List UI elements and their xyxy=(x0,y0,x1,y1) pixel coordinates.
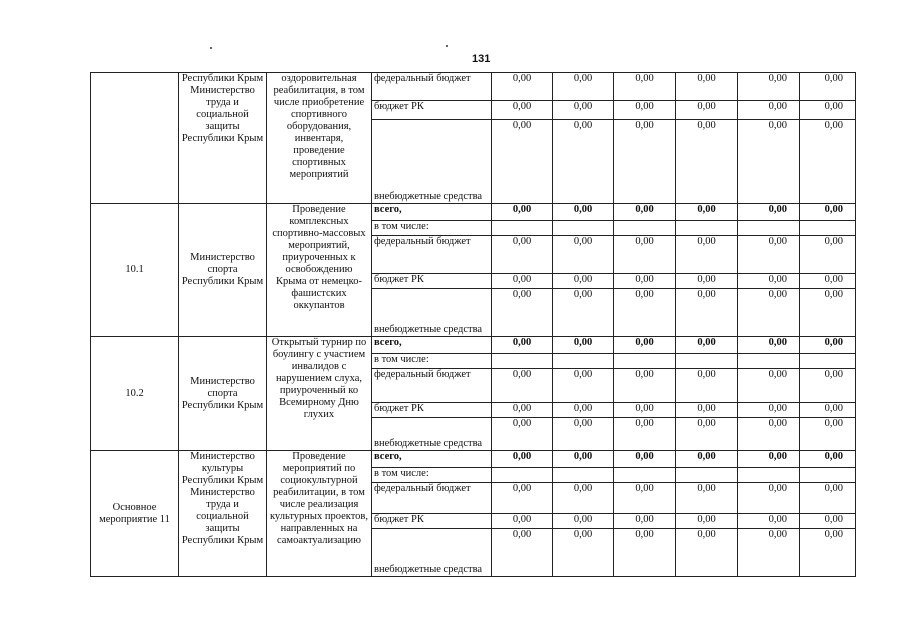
amount-cell: 0,00 xyxy=(800,289,856,337)
amount-cell: 0,00 xyxy=(800,120,856,204)
amount-cell: 0,00 xyxy=(738,73,800,101)
amount-cell xyxy=(614,221,676,236)
amount-cell: 0,00 xyxy=(492,337,553,354)
amount-cell: 0,00 xyxy=(492,289,553,337)
amount-cell: 0,00 xyxy=(676,403,738,418)
measure-number-cell: 10.1 xyxy=(91,204,179,337)
amount-cell: 0,00 xyxy=(553,529,614,577)
amount-cell: 0,00 xyxy=(553,73,614,101)
funding-source-cell: федеральный бюджет xyxy=(372,236,492,274)
amount-cell: 0,00 xyxy=(676,514,738,529)
scan-speck xyxy=(446,45,448,47)
amount-cell xyxy=(492,354,553,369)
amount-cell: 0,00 xyxy=(553,403,614,418)
amount-cell: 0,00 xyxy=(800,337,856,354)
amount-cell: 0,00 xyxy=(492,483,553,514)
amount-cell: 0,00 xyxy=(800,274,856,289)
amount-cell: 0,00 xyxy=(738,514,800,529)
amount-cell: 0,00 xyxy=(553,236,614,274)
table-row xyxy=(91,451,856,468)
amount-cell: 0,00 xyxy=(492,120,553,204)
responsible-cell: Министерство спорта Республики Крым xyxy=(179,204,267,337)
amount-cell: 0,00 xyxy=(614,274,676,289)
amount-cell: 0,00 xyxy=(614,289,676,337)
funding-source-cell: в том числе: xyxy=(372,468,492,483)
funding-source-cell: внебюджетные средства xyxy=(372,529,492,577)
page-number: 131 xyxy=(472,53,491,65)
amount-cell xyxy=(800,354,856,369)
table-row xyxy=(91,337,856,354)
amount-cell xyxy=(676,354,738,369)
amount-cell: 0,00 xyxy=(614,369,676,403)
amount-cell: 0,00 xyxy=(492,274,553,289)
amount-cell: 0,00 xyxy=(492,418,553,451)
table-row xyxy=(91,204,856,221)
amount-cell: 0,00 xyxy=(738,236,800,274)
funding-source-cell: в том числе: xyxy=(372,354,492,369)
amount-cell: 0,00 xyxy=(676,369,738,403)
amount-cell: 0,00 xyxy=(738,337,800,354)
scan-speck xyxy=(210,47,212,49)
amount-cell: 0,00 xyxy=(738,101,800,120)
amount-cell xyxy=(553,221,614,236)
amount-cell: 0,00 xyxy=(676,337,738,354)
amount-cell: 0,00 xyxy=(614,337,676,354)
amount-cell: 0,00 xyxy=(800,236,856,274)
amount-cell: 0,00 xyxy=(738,289,800,337)
amount-cell xyxy=(614,354,676,369)
amount-cell: 0,00 xyxy=(800,73,856,101)
amount-cell: 0,00 xyxy=(492,101,553,120)
amount-cell: 0,00 xyxy=(676,236,738,274)
funding-source-cell: бюджет РК xyxy=(372,514,492,529)
funding-source-cell: бюджет РК xyxy=(372,403,492,418)
amount-cell: 0,00 xyxy=(800,369,856,403)
measure-number-cell: 10.2 xyxy=(91,337,179,451)
amount-cell xyxy=(800,468,856,483)
amount-cell: 0,00 xyxy=(492,204,553,221)
amount-cell: 0,00 xyxy=(614,236,676,274)
amount-cell: 0,00 xyxy=(553,101,614,120)
responsible-cell: Министерство культуры Республики Крым Министерство труда и социальной защиты Республики Крым xyxy=(179,451,267,577)
responsible-cell: Министерство спорта Республики Крым xyxy=(179,337,267,451)
amount-cell: 0,00 xyxy=(800,529,856,577)
funding-source-cell: всего, xyxy=(372,204,492,221)
amount-cell: 0,00 xyxy=(738,483,800,514)
amount-cell: 0,00 xyxy=(553,451,614,468)
amount-cell: 0,00 xyxy=(614,101,676,120)
amount-cell: 0,00 xyxy=(800,418,856,451)
amount-cell: 0,00 xyxy=(614,403,676,418)
amount-cell xyxy=(492,221,553,236)
funding-source-cell: бюджет РК xyxy=(372,274,492,289)
amount-cell: 0,00 xyxy=(800,514,856,529)
amount-cell: 0,00 xyxy=(553,289,614,337)
measure-name-cell: Проведение комплексных спортивно-массовых мероприятий, приуроченных к освобождению Крыма от немецко-фашистских оккупантов xyxy=(267,204,372,337)
amount-cell xyxy=(553,354,614,369)
amount-cell: 0,00 xyxy=(492,236,553,274)
amount-cell: 0,00 xyxy=(800,101,856,120)
measure-name-cell: Открытый турнир по боулингу с участием инвалидов с нарушением слуха, приуроченный ко Всемирному Дню глухих xyxy=(267,337,372,451)
funding-source-cell: всего, xyxy=(372,451,492,468)
funding-source-cell: федеральный бюджет xyxy=(372,369,492,403)
amount-cell: 0,00 xyxy=(492,529,553,577)
funding-source-cell: бюджет РК xyxy=(372,101,492,120)
measure-number-cell xyxy=(91,73,179,204)
amount-cell: 0,00 xyxy=(553,204,614,221)
amount-cell: 0,00 xyxy=(738,529,800,577)
amount-cell: 0,00 xyxy=(553,337,614,354)
measure-number-cell: Основное мероприятие 11 xyxy=(91,451,179,577)
funding-source-cell: федеральный бюджет xyxy=(372,483,492,514)
amount-cell: 0,00 xyxy=(492,514,553,529)
amount-cell: 0,00 xyxy=(800,204,856,221)
amount-cell: 0,00 xyxy=(676,529,738,577)
amount-cell: 0,00 xyxy=(800,451,856,468)
amount-cell: 0,00 xyxy=(492,451,553,468)
amount-cell xyxy=(492,468,553,483)
amount-cell: 0,00 xyxy=(614,418,676,451)
amount-cell: 0,00 xyxy=(738,120,800,204)
amount-cell: 0,00 xyxy=(800,403,856,418)
funding-source-cell: внебюджетные средства xyxy=(372,289,492,337)
amount-cell: 0,00 xyxy=(614,204,676,221)
amount-cell: 0,00 xyxy=(614,483,676,514)
amount-cell: 0,00 xyxy=(676,120,738,204)
amount-cell xyxy=(738,221,800,236)
funding-source-cell: всего, xyxy=(372,337,492,354)
amount-cell: 0,00 xyxy=(614,451,676,468)
amount-cell: 0,00 xyxy=(614,514,676,529)
responsible-cell: Республики Крым Министерство труда и социальной защиты Республики Крым xyxy=(179,73,267,204)
amount-cell: 0,00 xyxy=(738,451,800,468)
table-row xyxy=(91,73,856,101)
amount-cell: 0,00 xyxy=(676,274,738,289)
amount-cell xyxy=(676,221,738,236)
funding-source-cell: внебюджетные средства xyxy=(372,418,492,451)
amount-cell: 0,00 xyxy=(676,451,738,468)
amount-cell: 0,00 xyxy=(676,204,738,221)
amount-cell: 0,00 xyxy=(553,418,614,451)
funding-source-cell: в том числе: xyxy=(372,221,492,236)
amount-cell: 0,00 xyxy=(738,369,800,403)
amount-cell: 0,00 xyxy=(492,369,553,403)
amount-cell: 0,00 xyxy=(738,274,800,289)
amount-cell: 0,00 xyxy=(676,73,738,101)
amount-cell: 0,00 xyxy=(553,274,614,289)
amount-cell: 0,00 xyxy=(676,418,738,451)
funding-source-cell: федеральный бюджет xyxy=(372,73,492,101)
amount-cell xyxy=(800,221,856,236)
amount-cell: 0,00 xyxy=(492,403,553,418)
amount-cell: 0,00 xyxy=(676,483,738,514)
amount-cell xyxy=(676,468,738,483)
amount-cell: 0,00 xyxy=(614,120,676,204)
budget-table xyxy=(90,72,856,577)
amount-cell: 0,00 xyxy=(614,73,676,101)
amount-cell: 0,00 xyxy=(738,204,800,221)
amount-cell: 0,00 xyxy=(553,120,614,204)
amount-cell xyxy=(614,468,676,483)
amount-cell xyxy=(553,468,614,483)
funding-source-cell: внебюджетные средства xyxy=(372,120,492,204)
amount-cell: 0,00 xyxy=(492,73,553,101)
table-body xyxy=(91,73,856,577)
measure-name-cell: Проведение мероприятий по социокультурной реабилитации, в том числе реализация культурных проектов, направленных на самоактуализацию xyxy=(267,451,372,577)
amount-cell: 0,00 xyxy=(553,369,614,403)
amount-cell: 0,00 xyxy=(676,101,738,120)
amount-cell: 0,00 xyxy=(738,403,800,418)
measure-name-cell: оздоровительная реабилитация, в том числе приобретение спортивного оборудования, инвентаря, проведение спортивных мероприятий xyxy=(267,73,372,204)
amount-cell xyxy=(738,354,800,369)
amount-cell: 0,00 xyxy=(553,483,614,514)
amount-cell: 0,00 xyxy=(738,418,800,451)
amount-cell: 0,00 xyxy=(676,289,738,337)
amount-cell: 0,00 xyxy=(800,483,856,514)
amount-cell: 0,00 xyxy=(553,514,614,529)
amount-cell xyxy=(738,468,800,483)
amount-cell: 0,00 xyxy=(614,529,676,577)
